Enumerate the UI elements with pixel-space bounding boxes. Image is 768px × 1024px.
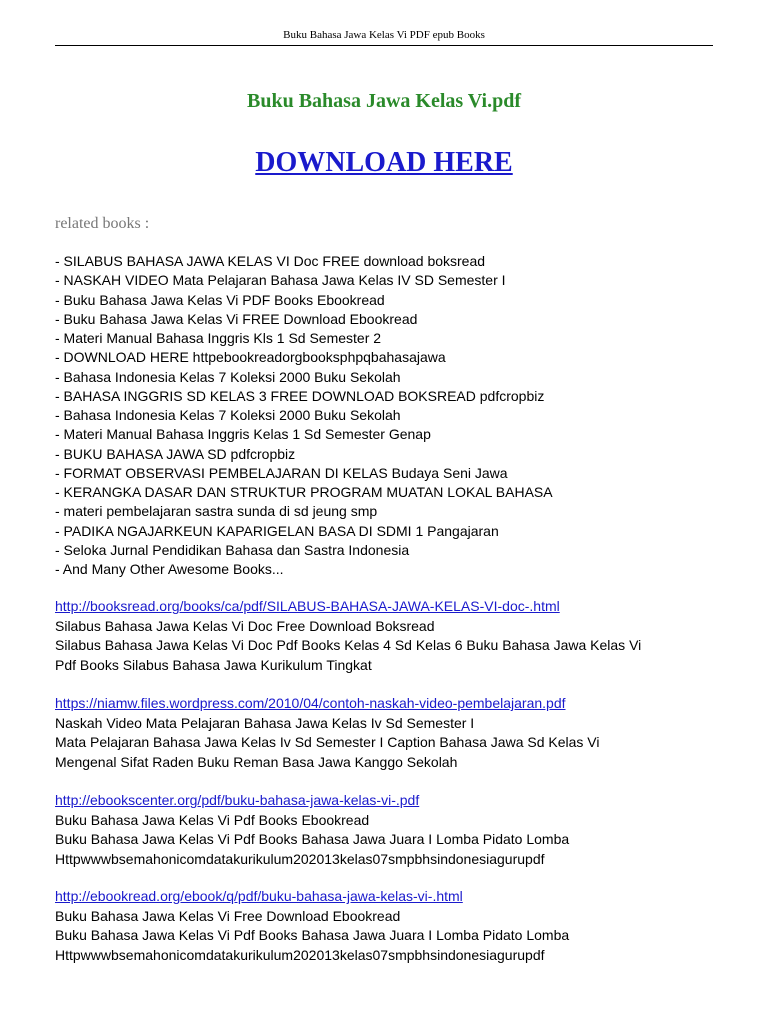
book-entry-description: Httpwwwbsemahonicomdatakurikulum202013kelas07smpbhsindonesiagurupdf	[55, 946, 545, 963]
list-item: - Buku Bahasa Jawa Kelas Vi PDF Books Ebookread	[55, 291, 385, 308]
book-entry-description: Mengenal Sifat Raden Buku Reman Basa Jawa Kanggo Sekolah	[55, 753, 458, 770]
book-entry-description: Buku Bahasa Jawa Kelas Vi Pdf Books Bahasa Jawa Juara I Lomba Pidato Lomba	[55, 831, 570, 847]
list-item: - Bahasa Indonesia Kelas 7 Koleksi 2000 Buku Sekolah	[55, 368, 401, 385]
related-books-label: related books :	[55, 215, 150, 232]
list-item: - Materi Manual Bahasa Inggris Kelas 1 Sd Semester Genap	[55, 426, 431, 443]
list-item: - FORMAT OBSERVASI PEMBELAJARAN DI KELAS Budaya Seni Jawa	[55, 464, 508, 481]
book-entry-title: Buku Bahasa Jawa Kelas Vi Free Download Ebookread	[55, 907, 401, 924]
book-entry-link[interactable]: http://ebookscenter.org/pdf/buku-bahasa-jawa-kelas-vi-.pdf	[55, 792, 420, 808]
list-item: - Bahasa Indonesia Kelas 7 Koleksi 2000 Buku Sekolah	[55, 407, 401, 423]
list-item: - PADIKA NGAJARKEUN KAPARIGELAN BASA DI SDMI 1 Pangajaran	[55, 522, 499, 539]
book-entry-title: Silabus Bahasa Jawa Kelas Vi Doc Free Download Boksread	[55, 617, 435, 634]
list-item: - NASKAH VIDEO Mata Pelajaran Bahasa Jawa Kelas IV SD Semester I	[55, 272, 506, 289]
list-item: - BUKU BAHASA JAWA SD pdfcropbiz	[55, 445, 296, 462]
book-entry-title: Buku Bahasa Jawa Kelas Vi Pdf Books Ebookread	[55, 811, 370, 828]
book-entry	[55, 597, 713, 675]
book-entry-description: Httpwwwbsemahonicomdatakurikulum202013kelas07smpbhsindonesiagurupdf	[55, 850, 545, 867]
list-item: - SILABUS BAHASA JAWA KELAS VI Doc FREE download boksread	[55, 253, 486, 269]
book-entry-title: Naskah Video Mata Pelajaran Bahasa Jawa Kelas Iv Sd Semester I	[55, 714, 475, 731]
book-entry-link[interactable]: http://ebookread.org/ebook/q/pdf/buku-bahasa-jawa-kelas-vi-.html	[55, 888, 463, 904]
list-item: - And Many Other Awesome Books...	[55, 561, 284, 577]
book-entry-description: Buku Bahasa Jawa Kelas Vi Pdf Books Bahasa Jawa Juara I Lomba Pidato Lomba	[55, 927, 570, 943]
book-entry	[55, 791, 713, 869]
list-item: - DOWNLOAD HERE httpebookreadorgbooksphpqbahasajawa	[55, 349, 446, 366]
book-entry-description: Silabus Bahasa Jawa Kelas Vi Doc Pdf Books Kelas 4 Sd Kelas 6 Buku Bahasa Jawa Kelas Vi	[55, 637, 642, 653]
book-entry-link[interactable]: https://niamw.files.wordpress.com/2010/04/contoh-naskah-video-pembelajaran.pdf	[55, 695, 566, 711]
list-item: - Materi Manual Bahasa Inggris Kls 1 Sd Semester 2	[55, 330, 382, 346]
book-entry-description: Mata Pelajaran Bahasa Jawa Kelas Iv Sd Semester I Caption Bahasa Jawa Sd Kelas Vi	[55, 734, 600, 750]
book-entry-description: Pdf Books Silabus Bahasa Jawa Kurikulum Tingkat	[55, 656, 372, 673]
page-header: Buku Bahasa Jawa Kelas Vi PDF epub Books	[283, 29, 485, 41]
list-item: - KERANGKA DASAR DAN STRUKTUR PROGRAM MUATAN LOKAL BAHASA	[55, 484, 553, 500]
document-title: Buku Bahasa Jawa Kelas Vi.pdf	[247, 90, 521, 112]
book-entry	[55, 694, 713, 772]
list-item: - Seloka Jurnal Pendidikan Bahasa dan Sastra Indonesia	[55, 541, 410, 558]
header-divider	[55, 45, 713, 46]
list-item: - Buku Bahasa Jawa Kelas Vi FREE Download Ebookread	[55, 310, 418, 327]
book-entry	[55, 887, 713, 965]
list-item: - materi pembelajaran sastra sunda di sd jeung smp	[55, 503, 378, 520]
list-item: - BAHASA INGGRIS SD KELAS 3 FREE DOWNLOAD BOKSREAD pdfcropbiz	[55, 387, 545, 404]
related-books-list	[55, 252, 725, 579]
download-link[interactable]: DOWNLOAD HERE	[255, 147, 513, 178]
book-entry-link[interactable]: http://booksread.org/books/ca/pdf/SILABUS-BAHASA-JAWA-KELAS-VI-doc-.html	[55, 598, 560, 614]
